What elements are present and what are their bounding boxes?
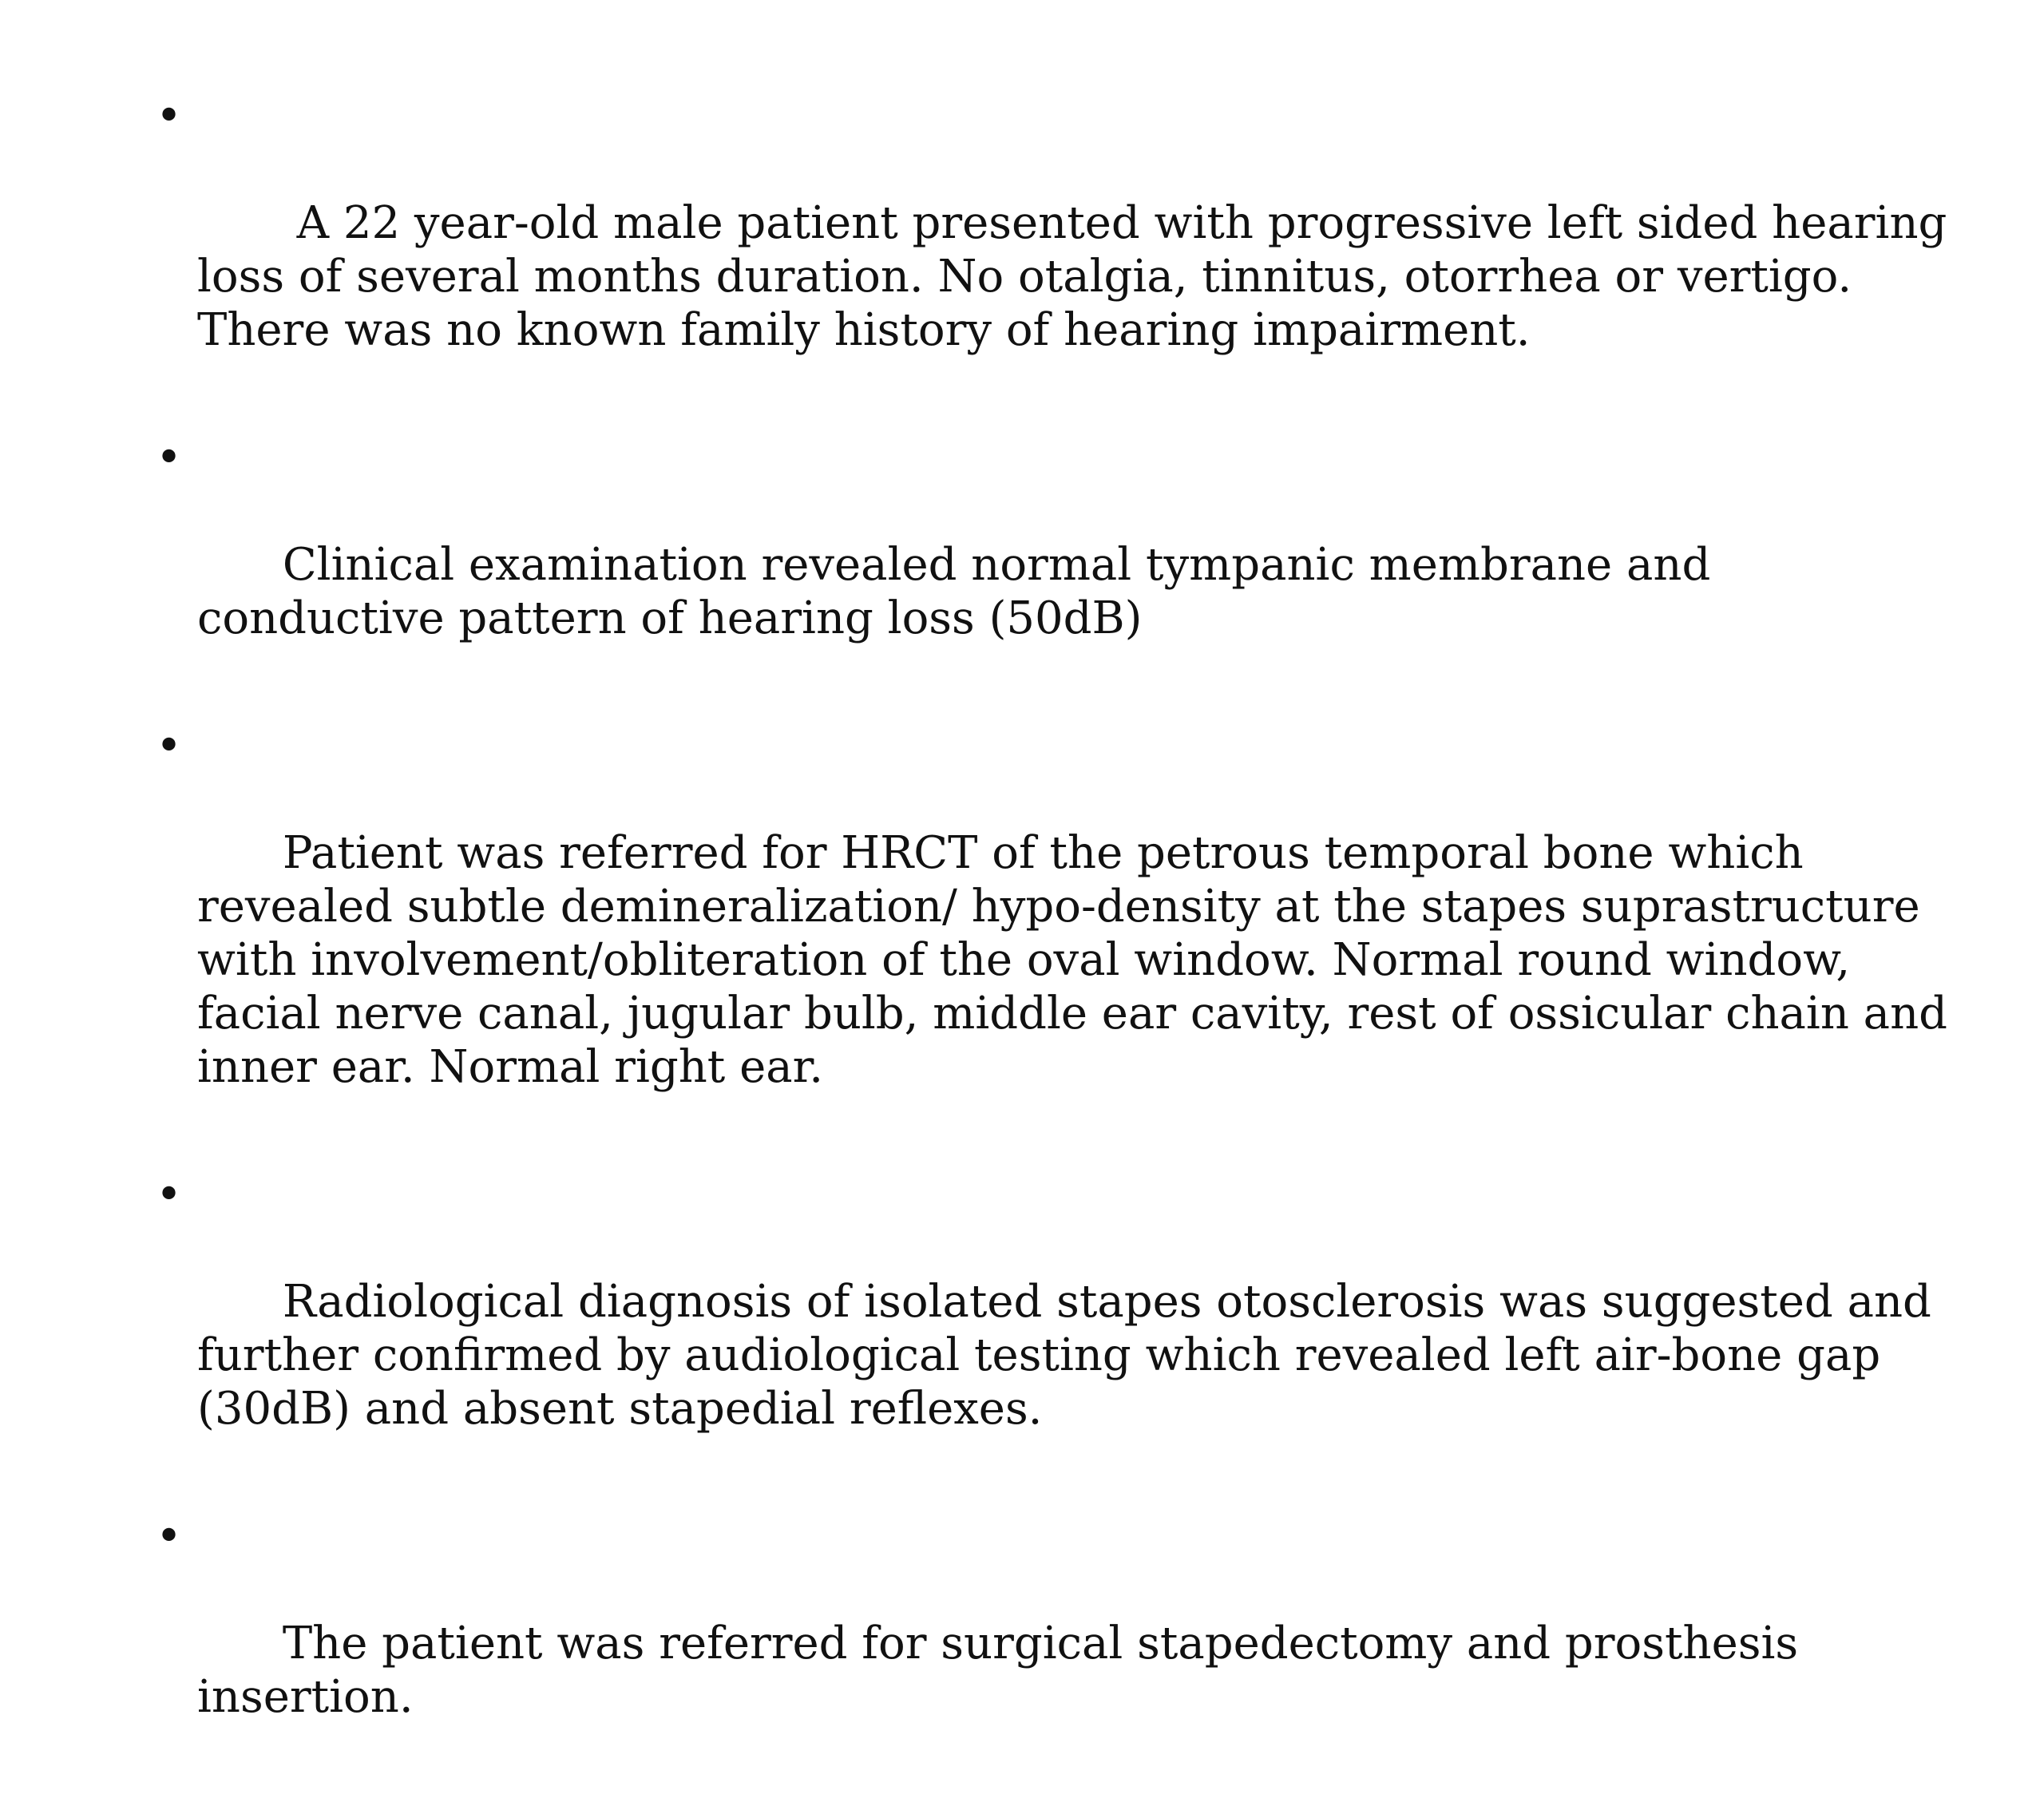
bullet-text: Radiological diagnosis of isolated stapes otosclerosis was suggested and further confirmed by audiological testing which revealed left air-bone gap (30dB) and absent stapedial reflexes. — [197, 1276, 1946, 1435]
bullet-item-management — [156, 1510, 1960, 1777]
bullet-dot-icon: • — [156, 90, 183, 142]
bullet-item-history — [156, 89, 1960, 410]
bullet-dot-icon: • — [156, 720, 183, 772]
bullet-item-examination — [156, 431, 1960, 699]
bullet-text: The patient was referred for surgical stapedectomy and prosthesis insertion. — [197, 1618, 1812, 1723]
bullet-text: Clinical examination revealed normal tympanic membrane and conductive pattern of hearing loss (50dB) — [197, 539, 1725, 644]
bullet-item-imaging — [156, 719, 1960, 1147]
bullet-item-diagnosis — [156, 1168, 1960, 1489]
bullet-list — [156, 89, 1960, 1798]
bullet-text: Patient was referred for HRCT of the petrous temporal bone which revealed subtle demineralization/ hypo-density at the stapes suprastructure with involvement/obliteration of the oval window. Normal round window, facial nerve canal, jugular bulb, middle ear cavity, rest of ossicular chain and inner ear. Normal right ear. — [197, 827, 1962, 1093]
bullet-dot-icon: • — [156, 1511, 183, 1562]
bullet-dot-icon: • — [156, 432, 183, 484]
bullet-dot-icon: • — [156, 1169, 183, 1221]
bullet-text: A 22 year-old male patient presented with progressive left sided hearing loss of several months duration. No otalgia, tinnitus, otorrhea or vertigo. There was no known family history of hearing impairment. — [197, 197, 1962, 356]
